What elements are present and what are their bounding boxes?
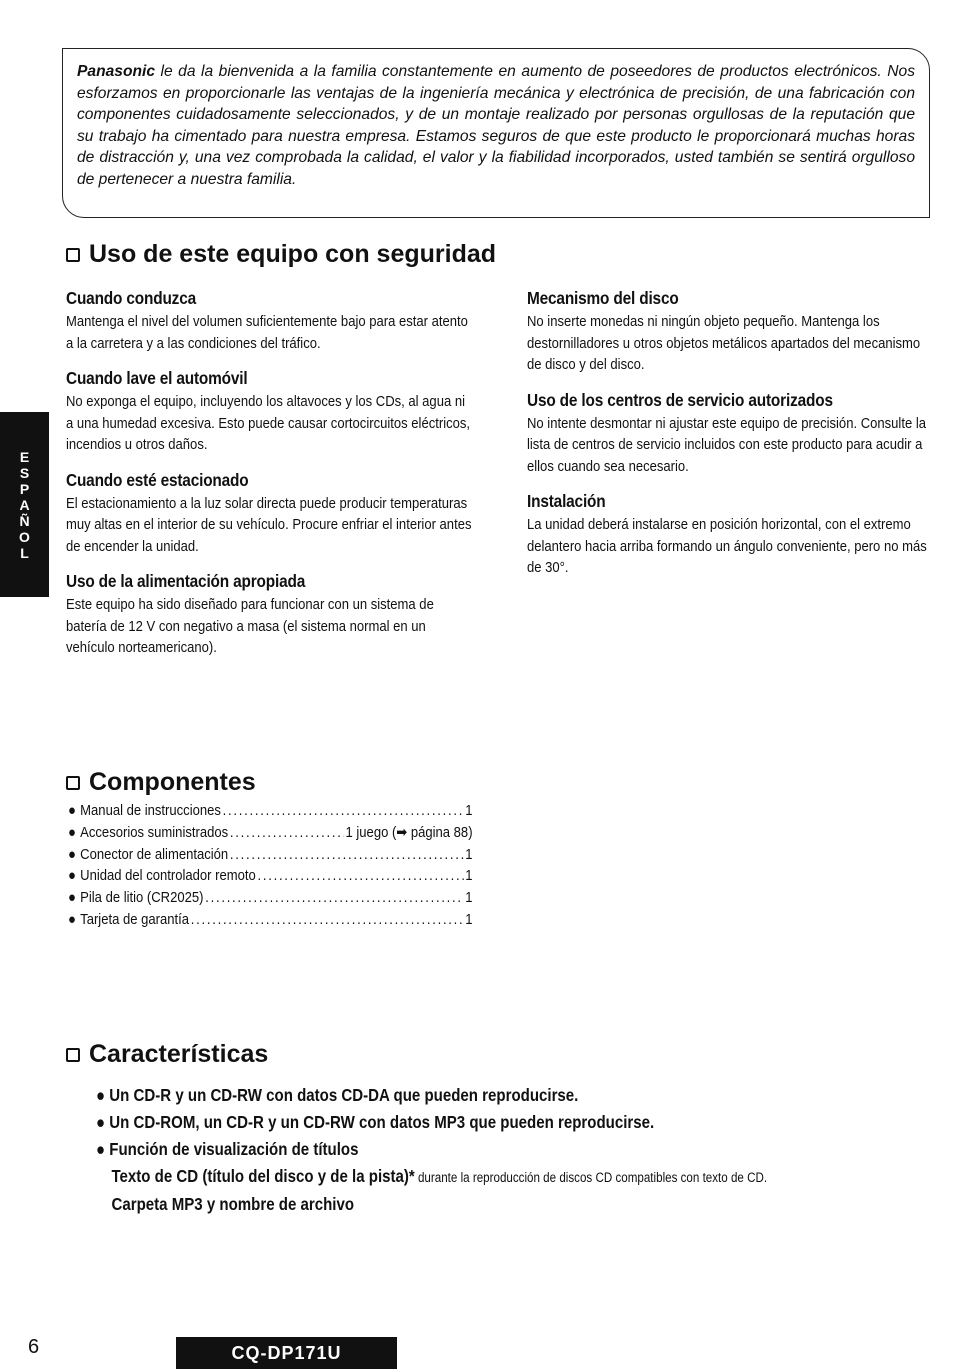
component-name: Unidad del controlador remoto [80,867,256,885]
bullet-icon: ● [68,845,76,863]
component-qty: 1 [465,889,473,907]
leader-dots [257,865,463,887]
safety-left-column [66,288,476,673]
components-section-title [66,768,256,797]
component-qty: 1 [465,845,473,863]
safety-item-body: Mantenga el nivel del volumen suficientemente bajo para estar atento a la carretera y a las condiciones del tráfico. [66,313,468,352]
safety-item-body: Este equipo ha sido diseñado para funcionar con un sistema de batería de 12 V con negativo a masa (el sistema normal en un vehículo norteamericano). [66,596,434,656]
bullet-icon: ● [96,1139,110,1159]
safety-item [66,368,476,456]
list-item [68,844,473,866]
bullet-icon: ● [68,867,76,885]
safety-item-body: La unidad deberá instalarse en posición horizontal, con el extremo delantero hacia arriba formando un ángulo conveniente, pero no más de 30°. [527,516,927,576]
list-item [68,909,473,931]
safety-item-body: El estacionamiento a la luz solar directa puede producir temperaturas muy altas en el interior de su vehículo. Procure enfriar el interior antes de encender la unidad. [66,494,472,555]
safety-item-heading: Mecanismo del disco [527,288,679,308]
bullet-icon: ● [96,1085,110,1105]
list-item [68,822,473,844]
language-tab-letter: Ñ [19,512,30,529]
component-qty: 1 juego (➡ página 88) [345,823,473,841]
list-item [68,800,473,822]
component-name: Pila de litio (CR2025) [80,889,204,907]
safety-item [527,491,937,579]
bullet-icon: ● [68,889,76,907]
model-number: CQ-DP171U [231,1342,342,1363]
component-qty: 1 [465,867,473,885]
model-number-bar [176,1337,397,1369]
leader-dots [191,909,464,931]
mp3-line [96,1191,827,1218]
safety-item [66,470,476,558]
checkbox-icon [66,248,80,262]
bullet-icon: ● [68,910,76,928]
components-title-text: Componentes [89,768,256,796]
brand-name: Panasonic [77,63,155,80]
checkbox-icon [66,1048,80,1062]
checkbox-icon [66,776,80,790]
language-tab-letter: E [19,448,30,465]
leader-dots [230,844,464,866]
component-name: Tarjeta de garantía [80,910,190,928]
safety-item [66,288,476,354]
feature-text: Un CD-R y un CD-RW con datos CD-DA que pueden reproducirse. [109,1085,579,1105]
cd-text-label: Texto de CD (título del disco y de la pista)* [111,1166,415,1186]
language-tab-letter: O [19,528,30,545]
safety-item [527,390,937,478]
feature-text: Función de visualización de títulos [109,1139,359,1159]
safety-item-heading: Uso de la alimentación apropiada [66,571,306,591]
intro-box [62,48,930,218]
safety-section-title [66,240,496,269]
list-item [68,887,473,909]
component-qty: 1 [465,910,473,928]
language-tab-letter: P [19,480,30,497]
language-tab-letter: L [20,544,29,561]
language-tab-letter: A [19,496,30,513]
component-name: Manual de instrucciones [80,802,221,819]
safety-item-body: No intente desmontar ni ajustar este equipo de precisión. Consulte la lista de centros de servicio incluidos con este producto para acudir a ellos cuando sea necesario. [527,414,926,475]
cd-text-note: durante la reproducción de discos CD compatibles con texto de CD. [414,1170,768,1185]
language-tab [0,412,49,597]
safety-right-column [527,288,937,593]
component-name: Conector de alimentación [80,845,229,863]
safety-item [66,571,476,659]
list-item [96,1109,827,1136]
language-tab-letter: S [19,464,30,481]
bullet-icon: ● [68,823,76,841]
component-name: Accesorios suministrados [80,823,229,841]
feature-text: Un CD-ROM, un CD-R y un CD-RW con datos MP3 que pueden reproducirse. [109,1112,655,1132]
safety-item-heading: Instalación [527,491,606,511]
safety-item-body: No inserte monedas ni ningún objeto pequeño. Mantenga los destornilladores u otros objetos metálicos apartados del mecanismo de disco y del disco. [527,313,921,373]
intro-text: le da la bienvenida a la familia constantemente en aumento de poseedores de productos electrónicos. Nos esforzamos en proporcionarle las ventajas de la ingeniería mecánica y electrónica de precisión, de una fabricación con componentes cuidadosamente seleccionados, y de un montaje realizado por personas orgullosas de la reputación que su trabajo ha cimentado para nuestra empresa. Estamos seguros de que este producto le proporcionará muchas horas de distracción y, una vez comprobada la calidad, el valor y la fiabilidad incorporados, usted también se sentirá orgulloso de pertenecer a nuestra familia. [77,63,915,188]
features-list [96,1082,946,1218]
cd-text-line [96,1163,827,1191]
bullet-icon: ● [68,802,76,819]
features-title-text: Características [89,1040,269,1068]
mp3-label: Carpeta MP3 y nombre de archivo [111,1194,355,1214]
component-qty: 1 [465,802,473,819]
safety-item [527,288,937,376]
components-list [68,800,478,931]
page-number: 6 [28,1336,40,1358]
safety-item-heading: Cuando esté estacionado [66,469,249,490]
leader-dots [230,822,344,844]
list-item [68,865,473,887]
safety-item-body: No exponga el equipo, incluyendo los altavoces y los CDs, al agua ni a una humedad excesiva. Esto puede causar cortocircuitos eléctricos, incendios u otros daños. [66,393,471,453]
safety-item-heading: Uso de los centros de servicio autorizados [527,389,833,410]
leader-dots [223,800,464,822]
features-section-title [66,1040,268,1069]
safety-item-heading: Cuando lave el automóvil [66,368,248,388]
bullet-icon: ● [96,1112,110,1132]
safety-item-heading: Cuando conduzca [66,288,196,308]
list-item [96,1136,827,1163]
leader-dots [205,887,463,909]
safety-title-text: Uso de este equipo con seguridad [89,240,497,268]
list-item [96,1082,827,1109]
